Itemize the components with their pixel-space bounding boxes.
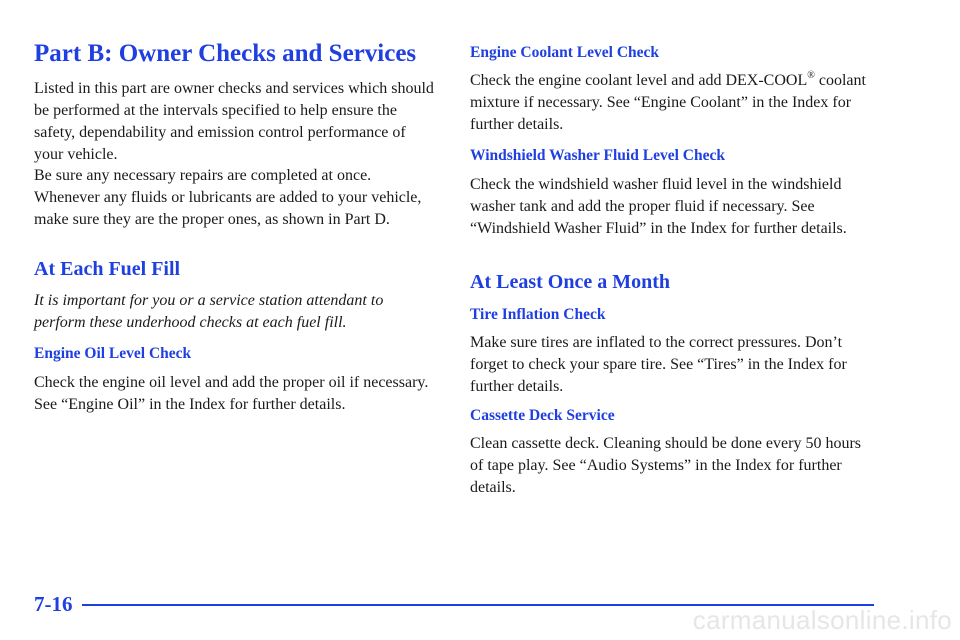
washer-fluid-text: Check the windshield washer fluid level in the windshield washer tank and add the proper fluid if necessary. See “Windshield Washer Fluid” in the Index for further details. [470, 176, 847, 237]
section-heading-once-a-month: At Least Once a Month [470, 271, 670, 293]
subheading-washer-fluid: Windshield Washer Fluid Level Check [470, 147, 725, 164]
subheading-engine-oil: Engine Oil Level Check [34, 345, 192, 362]
intro-paragraph-1: Listed in this part are owner checks and services which should be performed at the intervals specified to help ensure the safety, dependability and emission control performance of your vehicle. [34, 80, 434, 163]
engine-coolant-text-b: coolant mixture if necessary. See “Engine Coolant” in the Index for further details. [470, 72, 866, 133]
engine-oil-text: Check the engine oil level and add the proper oil if necessary. See “Engine Oil” in the Index for further details. [34, 374, 429, 413]
section-heading-fuel-fill: At Each Fuel Fill [34, 258, 181, 280]
intro-paragraph-2: Be sure any necessary repairs are completed at once. Whenever any fluids or lubricants are added to your vehicle, make sure they are the proper ones, as shown in Part D. [34, 167, 422, 228]
fuel-fill-note: It is important for you or a service station attendant to perform these underhood checks at each fuel fill. [34, 292, 384, 331]
subheading-cassette-deck: Cassette Deck Service [470, 407, 615, 424]
subheading-engine-coolant: Engine Coolant Level Check [470, 44, 660, 61]
engine-coolant-text-a: Check the engine coolant level and add DEX-COOL [470, 72, 808, 89]
engine-coolant-text [470, 70, 870, 136]
page-title: Part B: Owner Checks and Services [34, 40, 417, 67]
cassette-deck-text: Clean cassette deck. Cleaning should be done every 50 hours of tape play. See “Audio Systems” in the Index for further details. [470, 435, 861, 496]
subheading-tire-inflation: Tire Inflation Check [470, 306, 606, 323]
page-number: 7-16 [34, 592, 73, 616]
registered-mark: ® [807, 70, 815, 81]
tire-inflation-text: Make sure tires are inflated to the correct pressures. Don’t forget to check your spare tire. See “Tires” in the Index for further details. [470, 334, 847, 395]
watermark: carmanualsonline.info [692, 605, 952, 635]
